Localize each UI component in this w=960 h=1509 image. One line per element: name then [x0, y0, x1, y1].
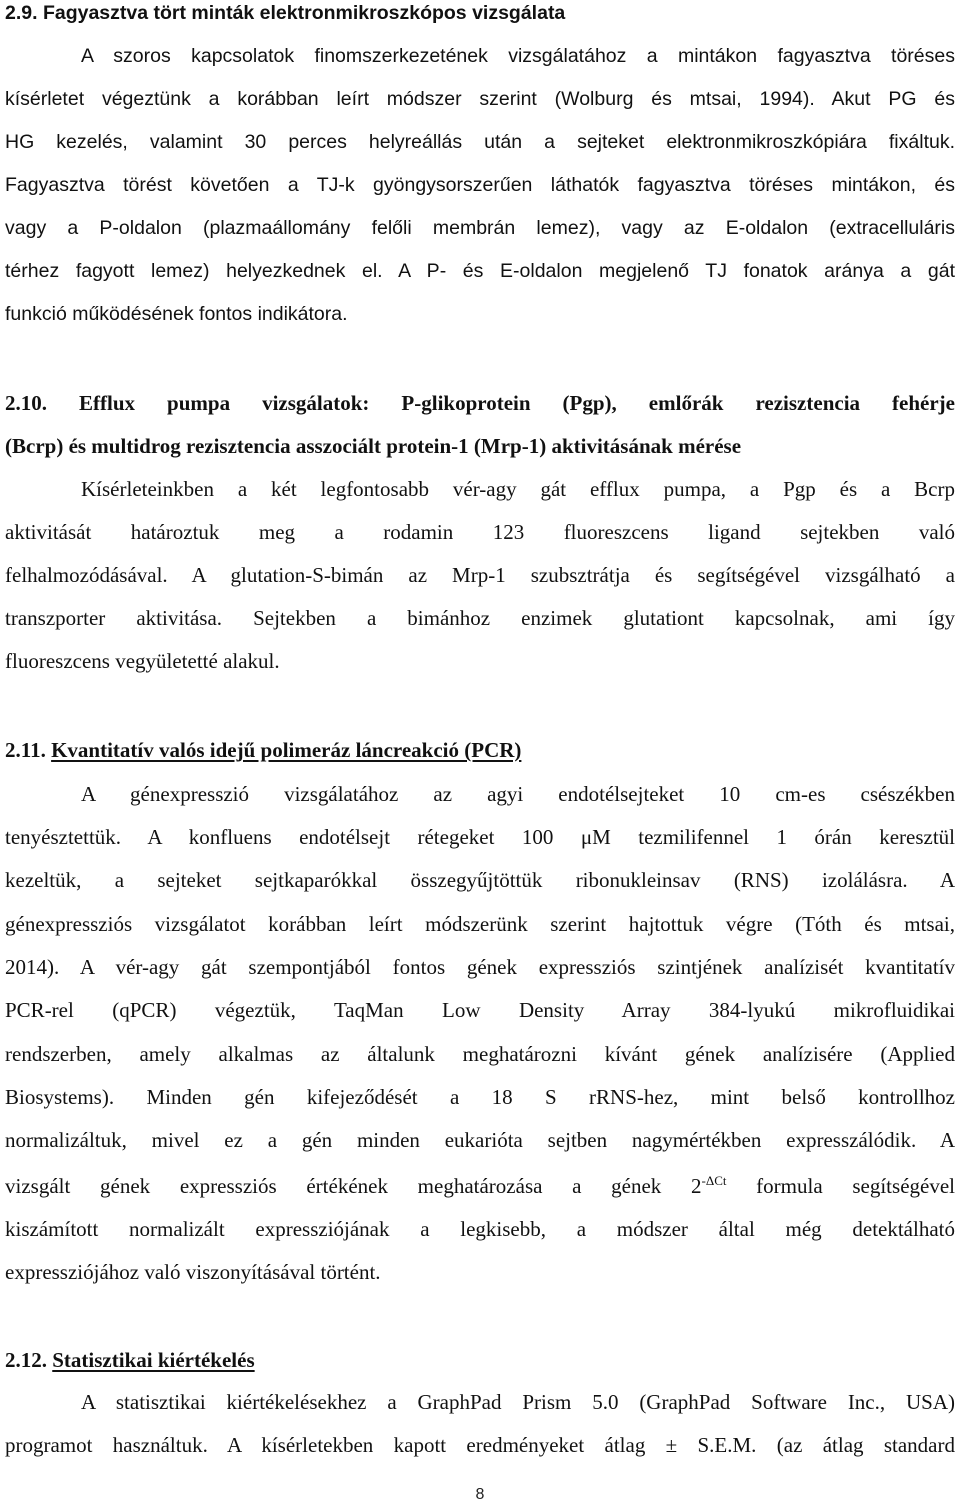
section-number: 2.12.: [5, 1348, 53, 1372]
formula-text-post: formula segítségével: [726, 1174, 955, 1198]
section-heading-2-12: [5, 1340, 955, 1380]
section-heading-2-9: 2.9. Fagyasztva tört minták elektronmikroszkópos vizsgálata: [5, 2, 566, 24]
paragraph-line: 2014). A vér-agy gát szempontjából fontos gének expressziós szintjének analízisét kvantitatív: [5, 955, 955, 979]
paragraph-line: A statisztikai kiértékelésekhez a GraphPad Prism 5.0 (GraphPad Software Inc., USA): [81, 1390, 955, 1414]
section-number: 2.11.: [5, 738, 52, 762]
section-heading-2-10: 2.10. Efflux pumpa vizsgálatok: P-glikoprotein (Pgp), emlőrák rezisztencia fehérje: [5, 391, 955, 415]
paragraph-line: PCR-rel (qPCR) végeztük, TaqMan Low Density Array 384-lyukú mikrofluidikai: [5, 998, 955, 1022]
paragraph-line: funkció működésének fontos indikátora.: [5, 303, 348, 325]
paragraph-line: aktivitását határoztuk meg a rodamin 123 fluoreszcens ligand sejtekben való: [5, 520, 955, 544]
paragraph-line: expressziójához való viszonyításával történt.: [5, 1260, 381, 1284]
paragraph-line: kiszámított normalizált expressziójának a legkisebb, a módszer által még detektálható: [5, 1217, 955, 1241]
paragraph-line: A szoros kapcsolatok finomszerkezetének vizsgálatához a mintákon fagyasztva töréses: [81, 45, 955, 67]
paragraph-line: kezeltük, a sejteket sejtkaparókkal összegyűjtöttük ribonukleinsav (RNS) izolálásra. A: [5, 868, 955, 892]
paragraph-line: térhez fagyott lemez) helyezkednek el. A P- és E-oldalon megjelenő TJ fonatok aránya a gát: [5, 260, 955, 282]
formula-text-pre: vizsgált gének expressziós értékének meghatározása a gének 2: [5, 1174, 702, 1198]
paragraph-line: vagy a P-oldalon (plazmaállomány felőli membrán lemez), vagy az E-oldalon (extracelluláris: [5, 217, 955, 239]
paragraph-line: fluoreszcens vegyületetté alakul.: [5, 649, 280, 673]
paragraph-line: Biosystems). Minden gén kifejeződését a 18 S rRNS-hez, mint belső kontrollhoz: [5, 1085, 955, 1109]
paragraph-line: A génexpresszió vizsgálatához az agyi endotélsejteket 10 cm-es csészékben: [81, 782, 955, 806]
section-title: Statisztikai kiértékelés: [52, 1348, 255, 1372]
paragraph-line: transzporter aktivitása. Sejtekben a bimánhoz enzimek glutationt kapcsolnak, ami így: [5, 606, 955, 630]
paragraph-line: génexpressziós vizsgálatot korábban leírt módszerünk szerint hajtottuk végre (Tóth és mtsai,: [5, 912, 955, 936]
paragraph-line: programot használtuk. A kísérletekben kapott eredményeket átlag ± S.E.M. (az átlag standard: [5, 1433, 955, 1457]
paragraph-line: felhalmozódásával. A glutation-S-bimán az Mrp-1 szubsztrátja és segítségével vizsgálható a: [5, 563, 955, 587]
paragraph-line: HG kezelés, valamint 30 perces helyreállás után a sejteket elektronmikroszkópiára fixáltuk.: [5, 131, 955, 153]
paragraph-line: Fagyasztva törést követően a TJ-k gyöngysorszerűen láthatók fagyasztva töréses mintákon, és: [5, 174, 955, 196]
paragraph-line: normalizáltuk, mivel ez a gén minden eukarióta sejtben nagymértékben expresszálódik. A: [5, 1128, 955, 1152]
paragraph-line: kísérletet végeztünk a korábban leírt módszer szerint (Wolburg és mtsai, 1994). Akut PG és: [5, 88, 955, 110]
paragraph-line-formula: [5, 1166, 955, 1206]
section-title: Kvantitatív valós idejű polimeráz láncreakció (PCR): [51, 738, 522, 762]
paragraph-line: tenyésztettük. A konfluens endotélsejt rétegeket 100 μM tezmilifennel 1 órán keresztül: [5, 825, 955, 849]
paragraph-line: Kísérleteinkben a két legfontosabb vér-agy gát efflux pumpa, a Pgp és a Bcrp: [81, 477, 955, 501]
section-heading-2-11: [5, 730, 955, 770]
section-heading-2-10-cont: (Bcrp) és multidrog rezisztencia asszociált protein-1 (Mrp-1) aktivitásának mérése: [5, 434, 742, 458]
formula-superscript: -ΔCt: [701, 1173, 727, 1188]
page-number: 8: [475, 1486, 485, 1503]
paragraph-line: rendszerben, amely alkalmas az általunk meghatározni kívánt gének analízisére (Applied: [5, 1042, 955, 1066]
